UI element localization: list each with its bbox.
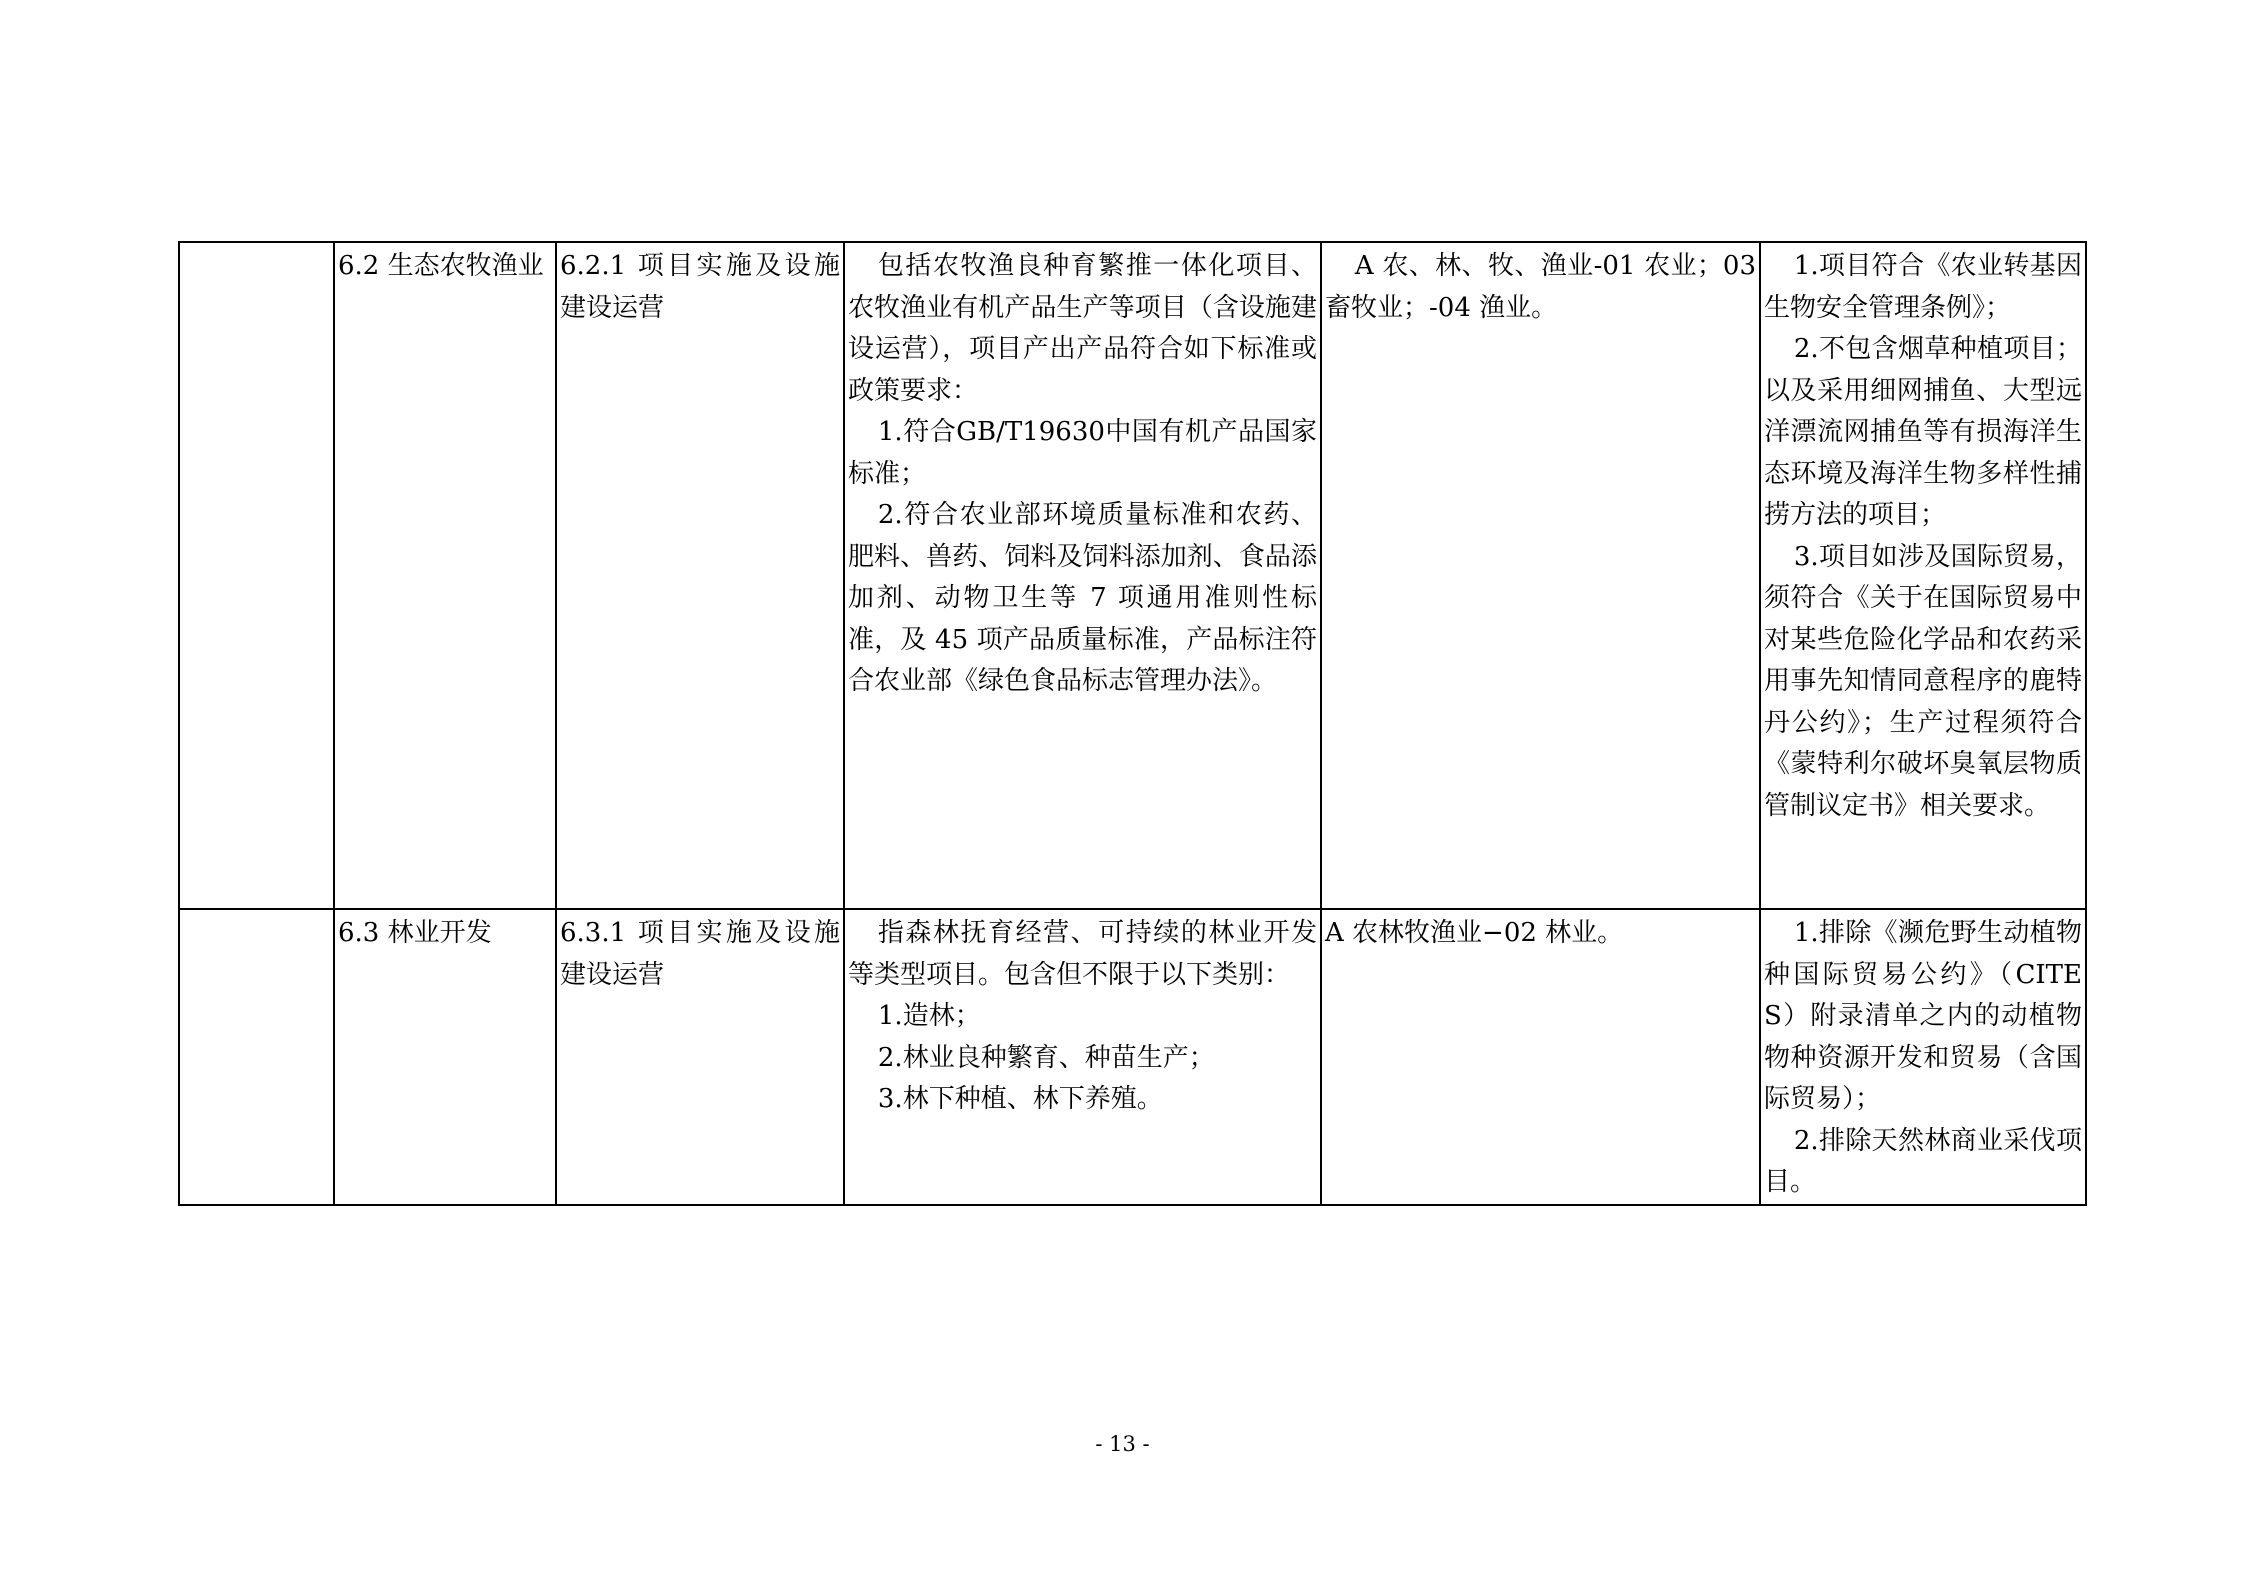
requirements-cell	[1760, 242, 2086, 909]
requirement-item: 2.不包含烟草种植项目；以及采用细网捕鱼、大型远洋漂流网捕鱼等有损海洋生态环境及海洋生物多样性捕捞方法的项目；	[1764, 334, 2082, 530]
description-intro: 指森林抚育经营、可持续的林业开发等类型项目。包含但不限于以下类别：	[848, 918, 1317, 990]
category-cell: 6.3 林业开发	[334, 909, 556, 1205]
description-cell	[844, 242, 1321, 909]
description-item: 3.林下种植、林下养殖。	[877, 1084, 1163, 1114]
description-item: 1.符合GB/T19630中国有机产品国家标准；	[848, 417, 1317, 489]
table-row	[179, 242, 2086, 909]
requirement-item: 2.排除天然林商业采伐项目。	[1764, 1125, 2082, 1197]
category-cell: 6.2 生态农牧渔业	[334, 242, 556, 909]
subcategory-cell: 6.3.1 项目实施及设施建设运营	[556, 909, 844, 1205]
description-item: 1.造林；	[877, 1001, 981, 1031]
description-item: 2.符合农业部环境质量标准和农药、肥料、兽药、饲料及饲料添加剂、食品添加剂、动物卫生等 7 项通用准则性标准，及 45 项产品质量标准，产品标注符合农业部《绿色食品标志管理办法》。	[848, 500, 1317, 696]
description-intro: 包括农牧渔良种育繁推一体化项目、农牧渔业有机产品生产等项目（含设施建设运营），项目产出产品符合如下标准或政策要求：	[848, 251, 1317, 406]
description-item: 2.林业良种繁育、种苗生产；	[877, 1042, 1215, 1073]
requirement-item: 1.排除《濒危野生动植物种国际贸易公约》（CITES）附录清单之内的动植物物种资源开发和贸易（含国际贸易）；	[1764, 918, 2082, 1114]
subcategory-cell: 6.2.1 项目实施及设施建设运营	[556, 242, 844, 909]
industry-code-cell	[1321, 242, 1760, 909]
page-number: - 13 -	[1095, 1432, 1150, 1456]
empty-cell	[179, 909, 334, 1205]
industry-code-cell: A 农林牧渔业−02 林业。	[1321, 909, 1760, 1205]
empty-cell	[179, 242, 334, 909]
requirement-item: 1.项目符合《农业转基因生物安全管理条例》；	[1764, 251, 2082, 323]
classification-table	[178, 241, 2087, 1206]
requirement-item: 3.项目如涉及国际贸易，须符合《关于在国际贸易中对某些危险化学品和农药采用事先知情同意程序的鹿特丹公约》；生产过程须符合《蒙特利尔破坏臭氧层物质管制议定书》相关要求。	[1764, 541, 2082, 821]
table-row	[179, 909, 2086, 1205]
requirements-cell	[1760, 909, 2086, 1205]
industry-code-text: A 农、林、牧、渔业-01 农业；03 畜牧业；-04 渔业。	[1325, 251, 1756, 323]
description-cell	[844, 909, 1321, 1205]
